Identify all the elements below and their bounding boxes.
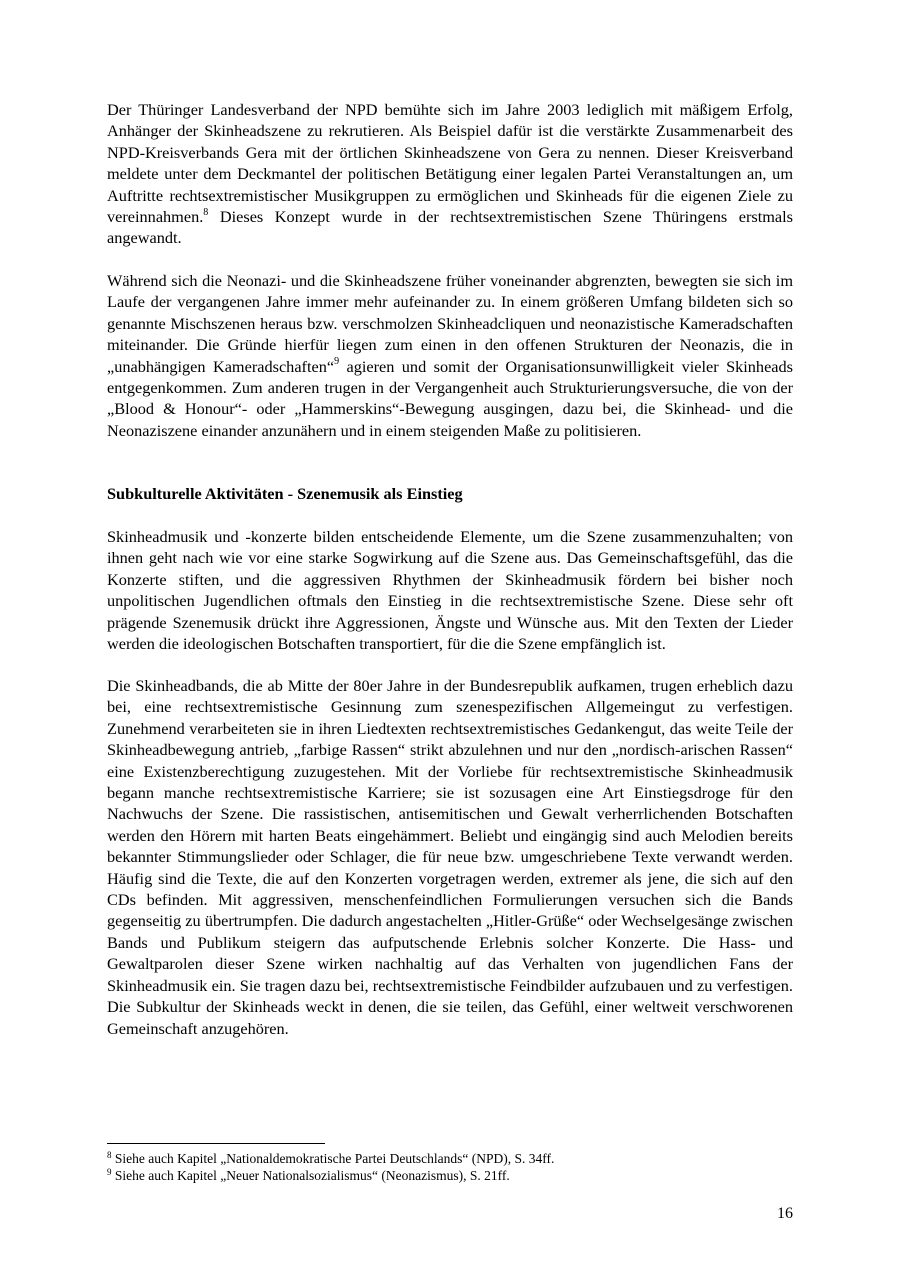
section-heading: Subkulturelle Aktivitäten - Szenemusik als Einstieg [107, 484, 463, 503]
paragraph-text: Dieses Konzept wurde in der rechtsextremistischen Szene Thüringens erstmals angewandt. [107, 207, 793, 248]
paragraph-text: Während sich die Neonazi- und die Skinheadszene früher voneinander abgrenzten, bewegten sie sich im Laufe der vergangenen Jahre immer mehr aufeinander zu. In einem größeren Umfang bildeten sich so genannte Mischszenen heraus bzw. verschmolzen Skinheadcliquen und neonazistische Kameradschaften miteinander. Die Gründe hierfür liegen zum einen in den offenen Strukturen der Neonazis, die in „unabhängigen Kameradschaften“ [107, 271, 793, 376]
footnote-ref-8[interactable]: 8 [203, 206, 209, 218]
footnote-number: 8 [107, 1149, 112, 1160]
page-number: 16 [777, 1205, 793, 1222]
footnote-number: 9 [107, 1166, 112, 1177]
paragraph-skinheadmusik: Skinheadmusik und -konzerte bilden entscheidende Elemente, um die Szene zusammenzuhalten; von ihnen geht nach wie vor eine starke Sogwirkung auf die Szene aus. Das Gemeinschaftsgefühl, das die Konzerte stiften, und die aggressiven Rhythmen der Skinheadmusik fördern bei bisher noch unpolitischen Jugendlichen oftmals den Einstieg in die rechtsextremistische Szene. Diese sehr oft prägende Szenemusik drückt ihre Aggressionen, Ängste und Wünsche aus. Mit den Texten der Lieder werden die ideologischen Botschaften transportiert, für die die Szene empfänglich ist. [107, 527, 793, 654]
paragraph-npd-thueringen [107, 99, 793, 249]
footnote-text: Siehe auch Kapitel „Neuer Nationalsozialismus“ (Neonazismus), S. 21ff. [111, 1168, 510, 1183]
paragraph-skinheadbands: Die Skinheadbands, die ab Mitte der 80er Jahre in der Bundesrepublik aufkamen, trugen erheblich dazu bei, eine rechtsextremistische Gesinnung zum szenespezifischen Allgemeingut zu verfestigen. Zunehmend verarbeiteten sie in ihren Liedtexten rechtsextremistisches Gedankengut, das weite Teile der Skinheadbewegung antrieb, „farbige Rassen“ strikt abzulehnen und nur den „nordisch-arischen Rassen“ eine Existenzberechtigung zuzugestehen. Mit der Vorliebe für rechtsextremistische Skinheadmusik begann manche rechtsextremistische Karriere; sie ist sozusagen eine Art Einstiegsdroge für den Nachwuchs der Szene. Die rassistischen, antisemitischen und Gewalt verherrlichenden Botschaften werden den Hörern mit harten Beats eingehämmert. Beliebt und eingängig sind auch Melodien bereits bekannter Stimmungslieder oder Schlager, die für neue bzw. umgeschriebene Texte verwandt werden. Häufig sind die Texte, die auf den Konzerten vorgetragen werden, extremer als jene, die sich auf den CDs befinden. Mit aggressiven, menschenfeindlichen Formulierungen versuchen sich die Bands gegenseitig zu übertrumpfen. Die dadurch angestachelten „Hitler-Grüße“ oder Wechselgesänge zwischen Bands und Publikum steigern das aufputschende Erlebnis solcher Konzerte. Die Hass- und Gewaltparolen dieser Szene wirken nachhaltig auf das Verhalten von jugendlichen Fans der Skinheadmusik ein. Sie tragen dazu bei, rechtsextremistische Feindbilder aufzubauen und zu verfestigen. Die Subkultur der Skinheads weckt in denen, die sie teilen, das Gefühl, einer weltweit verschworenen Gemeinschaft anzugehören. [107, 676, 793, 1038]
footnote-8 [107, 1150, 793, 1167]
paragraph-text: Der Thüringer Landesverband der NPD bemühte sich im Jahre 2003 lediglich mit mäßigem Erfolg, Anhänger der Skinheadszene zu rekrutieren. Als Beispiel dafür ist die verstärkte Zusammenarbeit des NPD-Kreisverbands Gera mit der örtlichen Skinheadszene von Gera zu nennen. Dieser Kreisverband meldete unter dem Deckmantel der politischen Betätigung einer legalen Partei Veranstaltungen an, um Auftritte rechtsextremistischer Musikgruppen zu ermöglichen und Skinheads für die eigenen Ziele zu vereinnahmen. [107, 100, 793, 227]
paragraph-mischszenen [107, 270, 793, 441]
footnote-separator [107, 1143, 325, 1144]
footnote-text: Siehe auch Kapitel „Nationaldemokratische Partei Deutschlands“ (NPD), S. 34ff. [111, 1151, 555, 1166]
footnote-ref-9[interactable]: 9 [334, 356, 340, 368]
paragraph-text: agieren und somit der Organisationsunwilligkeit vieler Skinheads entgegenkommen. Zum anderen trugen in der Vergangenheit auch Strukturierungsversuche, die von der „Blood & Honour“- oder „Hammerskins“-Bewegung ausgingen, dazu bei, die Skinhead- und die Neonaziszene einander anzunähern und in einem steigenden Maße zu politisieren. [107, 356, 793, 440]
footnote-9 [107, 1167, 793, 1184]
footnotes [107, 1150, 793, 1184]
